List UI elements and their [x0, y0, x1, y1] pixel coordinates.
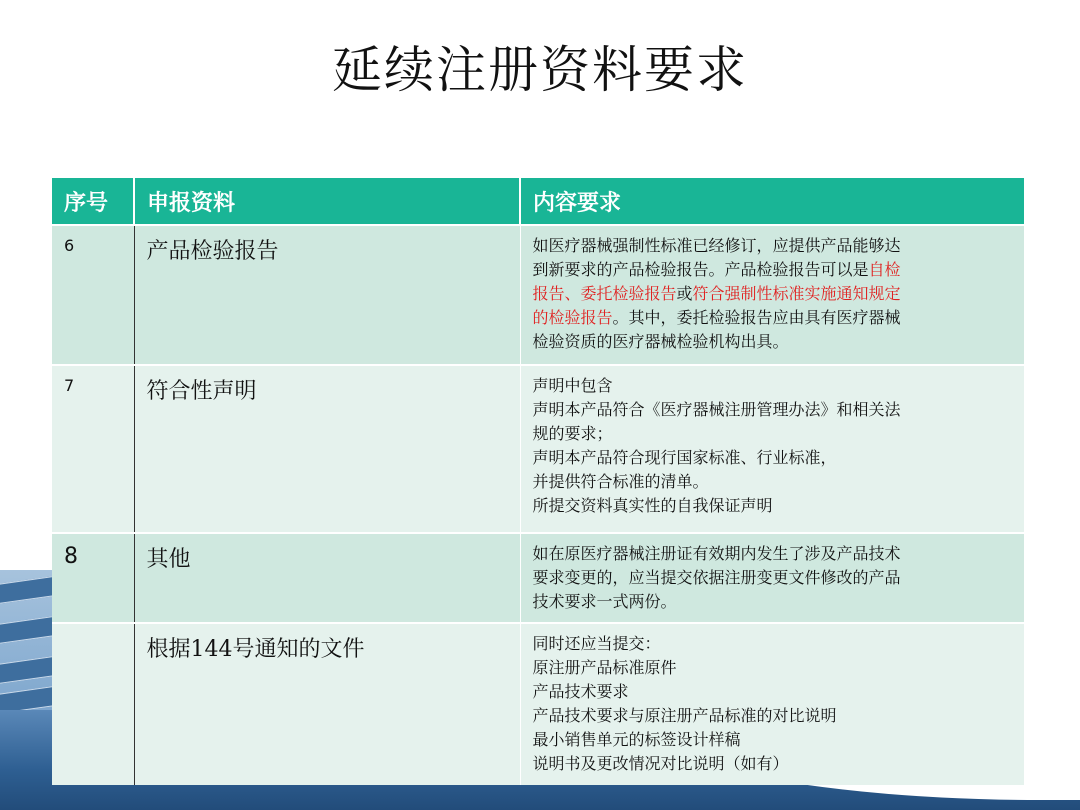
requirement-text: 技术要求一式两份。	[532, 592, 677, 611]
requirement-line	[533, 422, 1013, 446]
requirement-line	[533, 680, 1013, 704]
row-content-requirement	[520, 365, 1024, 533]
highlighted-text: 的检验报告	[532, 308, 613, 327]
requirement-text: 规的要求；	[532, 424, 613, 443]
row-material-name: 产品检验报告	[134, 225, 520, 365]
table-header-row	[52, 178, 1024, 225]
requirement-text: 。其中，委托检验报告应由具有医疗器械	[612, 308, 901, 327]
requirement-text: 同时还应当提交：	[532, 634, 661, 653]
requirement-text: 原注册产品标准原件	[532, 658, 677, 677]
requirement-line	[533, 446, 1013, 470]
requirement-text: 到新要求的产品检验报告。产品检验报告可以是	[532, 260, 869, 279]
row-content-requirement	[520, 533, 1024, 623]
requirement-line	[533, 374, 1013, 398]
requirement-text: 所提交资料真实性的自我保证声明	[532, 496, 773, 515]
row-content-requirement	[520, 623, 1024, 785]
highlighted-text: 自检	[868, 260, 901, 279]
requirement-line	[533, 306, 1013, 330]
requirement-text: 如医疗器械强制性标准已经修订，应提供产品能够达	[532, 236, 901, 255]
row-serial-number: 6	[52, 225, 134, 365]
header-serial-number: 序号	[52, 178, 134, 225]
requirement-text: 检验资质的医疗器械检验机构出具。	[532, 332, 789, 351]
requirement-text: 产品技术要求与原注册产品标准的对比说明	[532, 706, 837, 725]
highlighted-text: 报告、委托检验报告	[532, 284, 677, 303]
requirement-line	[533, 398, 1013, 422]
requirement-text: 产品技术要求	[532, 682, 629, 701]
requirement-line	[533, 258, 1013, 282]
table-row	[52, 623, 1024, 785]
requirement-line	[533, 470, 1013, 494]
requirement-text: 声明本产品符合《医疗器械注册管理办法》和相关法	[532, 400, 901, 419]
header-submission-material: 申报资料	[134, 178, 520, 225]
requirements-table	[52, 178, 1024, 785]
requirement-text: 说明书及更改情况对比说明（如有）	[532, 754, 789, 773]
row-material-name: 根据144号通知的文件	[134, 623, 520, 785]
requirement-line	[533, 234, 1013, 258]
requirement-line	[533, 566, 1013, 590]
requirement-text: 如在原医疗器械注册证有效期内发生了涉及产品技术	[532, 544, 901, 563]
decorative-tag	[0, 616, 59, 645]
requirement-line	[533, 752, 1013, 776]
requirement-line	[533, 632, 1013, 656]
requirement-line	[533, 542, 1013, 566]
row-serial-number: 8	[52, 533, 134, 623]
requirement-text: 最小销售单元的标签设计样稿	[532, 730, 741, 749]
requirement-line	[533, 494, 1013, 518]
highlighted-text: 符合强制性标准实施通知规定	[692, 284, 901, 303]
row-material-name: 符合性声明	[134, 365, 520, 533]
table-row	[52, 365, 1024, 533]
requirement-line	[533, 330, 1013, 354]
requirement-text: 声明本产品符合现行国家标准、行业标准，	[532, 448, 837, 467]
requirement-line	[533, 704, 1013, 728]
table-row	[52, 533, 1024, 623]
table-row	[52, 225, 1024, 365]
requirement-text: 声明中包含	[532, 376, 613, 395]
header-content-requirement: 内容要求	[520, 178, 1024, 225]
requirement-text: 要求变更的，应当提交依据注册变更文件修改的产品	[532, 568, 901, 587]
requirement-line	[533, 282, 1013, 306]
requirement-line	[533, 728, 1013, 752]
slide-title: 延续注册资料要求	[332, 41, 748, 99]
row-content-requirement	[520, 225, 1024, 365]
requirement-line	[533, 656, 1013, 680]
requirement-line	[533, 590, 1013, 614]
row-material-name: 其他	[134, 533, 520, 623]
row-serial-number: 7	[52, 365, 134, 533]
decorative-tag	[0, 576, 59, 605]
row-serial-number	[52, 623, 134, 785]
requirement-text: 并提供符合标准的清单。	[532, 472, 709, 491]
decorative-tag	[0, 656, 59, 685]
requirement-text: 或	[676, 284, 693, 303]
